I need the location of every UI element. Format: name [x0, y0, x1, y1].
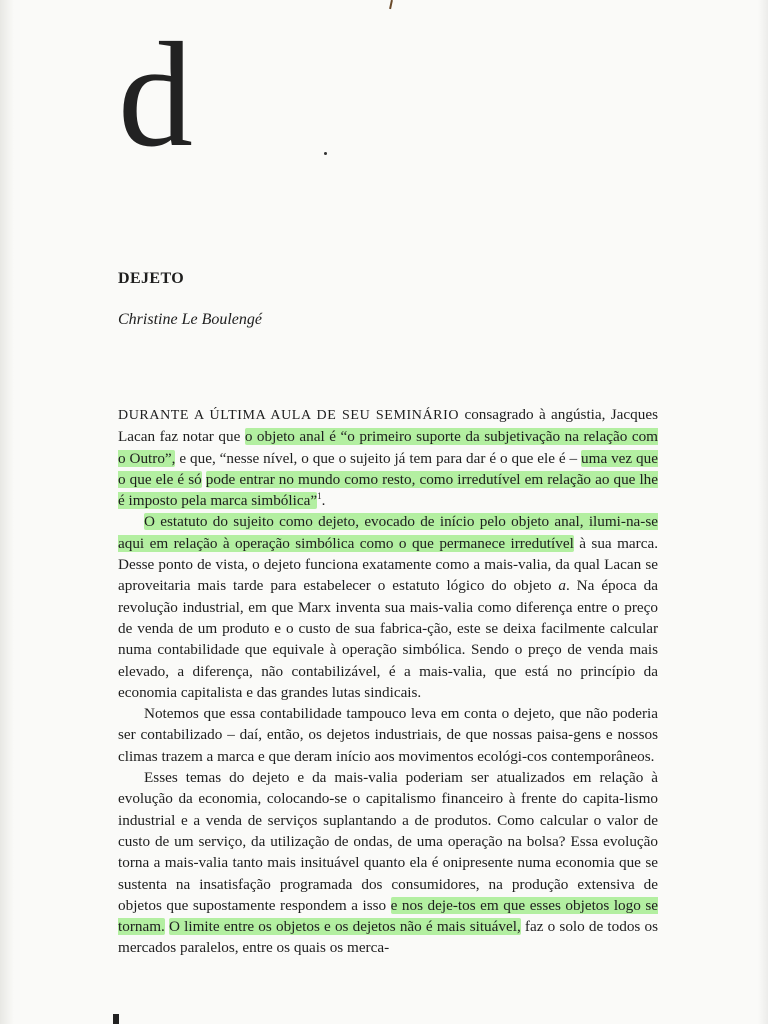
entry-title: DEJETO — [118, 270, 185, 287]
text-run: faz o solo de todos os mercados paralelos, entre os quais os merca- — [118, 918, 659, 957]
highlighted-text: pode entrar no mundo como resto, como irredutível em relação ao que lhe é imposto pela marca simbólica” — [118, 470, 659, 510]
opening-smallcaps: DURANTE A ÚLTIMA AULA DE SEU SEMINÁRIO — [118, 408, 460, 423]
footnote-marker[interactable]: 1 — [317, 491, 322, 502]
highlighted-text: uma vez que o que ele é só — [118, 449, 658, 488]
section-letter: d — [118, 12, 193, 178]
highlighted-text: O limite entre os objetos e os dejetos não é mais situável, — [169, 918, 521, 936]
text-run: Esses temas do dejeto e da mais-valia poderiam ser atualizados em relação à evolução da economia, colocando-se o capitalismo financeiro à frente do capita-lismo industrial e a venda de serviços suplantando a de produtos. Como calcular o valor de custo de um serviço, da utilização de ondas, de uma operação na bolsa? Essa evolução torna a mais-valia tanto mais insituável quanto ela é onipresente numa economia que se sustenta na insatisfação programada dos consumidores, na produção extensiva de objetos que supostamente respondem a isso — [118, 769, 658, 914]
text-run: consagrado à angústia, Jacques Lacan faz notar que — [118, 406, 659, 446]
highlighted-text: e nos deje-tos em que esses objetos logo se tornam. — [118, 896, 659, 936]
text-run: . — [321, 492, 326, 510]
article-body — [118, 404, 658, 959]
text-run: Notemos que essa contabilidade tampouco leva em conta o dejeto, que não poderia ser contabilizado – daí, então, os dejetos industriais, de que nossas paisa-gens e nossos climas trazem a marca e que deram início aos movimentos ecológi-cos contemporâneos. — [118, 705, 658, 765]
paragraph-2 — [118, 511, 658, 703]
highlighted-text: o objeto anal é “o primeiro suporte da subjetivação na relação com o Outro”, — [118, 428, 658, 467]
entry-author: Christine Le Boulengé — [118, 311, 262, 328]
text-run: e que, “nesse nível, o que o sujeito já tem para dar é o que ele é – — [175, 449, 582, 467]
ink-dot — [324, 152, 327, 155]
italic-a: a — [558, 577, 566, 595]
text-run: . Na época da revolução industrial, em que Marx inventa sua mais-valia como diferença entre o preço de venda de um produto e o custo de sua fabrica-ção, este se deixa facilmente calcular numa contabilidade que equivale à operação simbólica. Sendo o preço de venda mais elevado, a diferença, não contabilizável, é a mais-valia, que está no princípio da economia capitalista e das grandes lutas sindicais. — [118, 577, 658, 701]
text-run: à sua marca. Desse ponto de vista, o dejeto funciona exatamente como a mais-valia, da qual Lacan se aproveitaria mais tarde para estabelecer o estatuto lógico do objeto — [118, 534, 658, 595]
page-edge-mark — [113, 1014, 119, 1024]
highlighted-text: O estatuto do sujeito como dejeto, evocado de início pelo objeto anal, ilumi-na-se aqui em relação à operação simbólica como o que permanece irredutível — [118, 513, 658, 552]
ink-mark — [389, 0, 393, 9]
paragraph-1 — [118, 404, 658, 511]
paragraph-3 — [118, 703, 658, 767]
paragraph-4 — [118, 767, 658, 959]
